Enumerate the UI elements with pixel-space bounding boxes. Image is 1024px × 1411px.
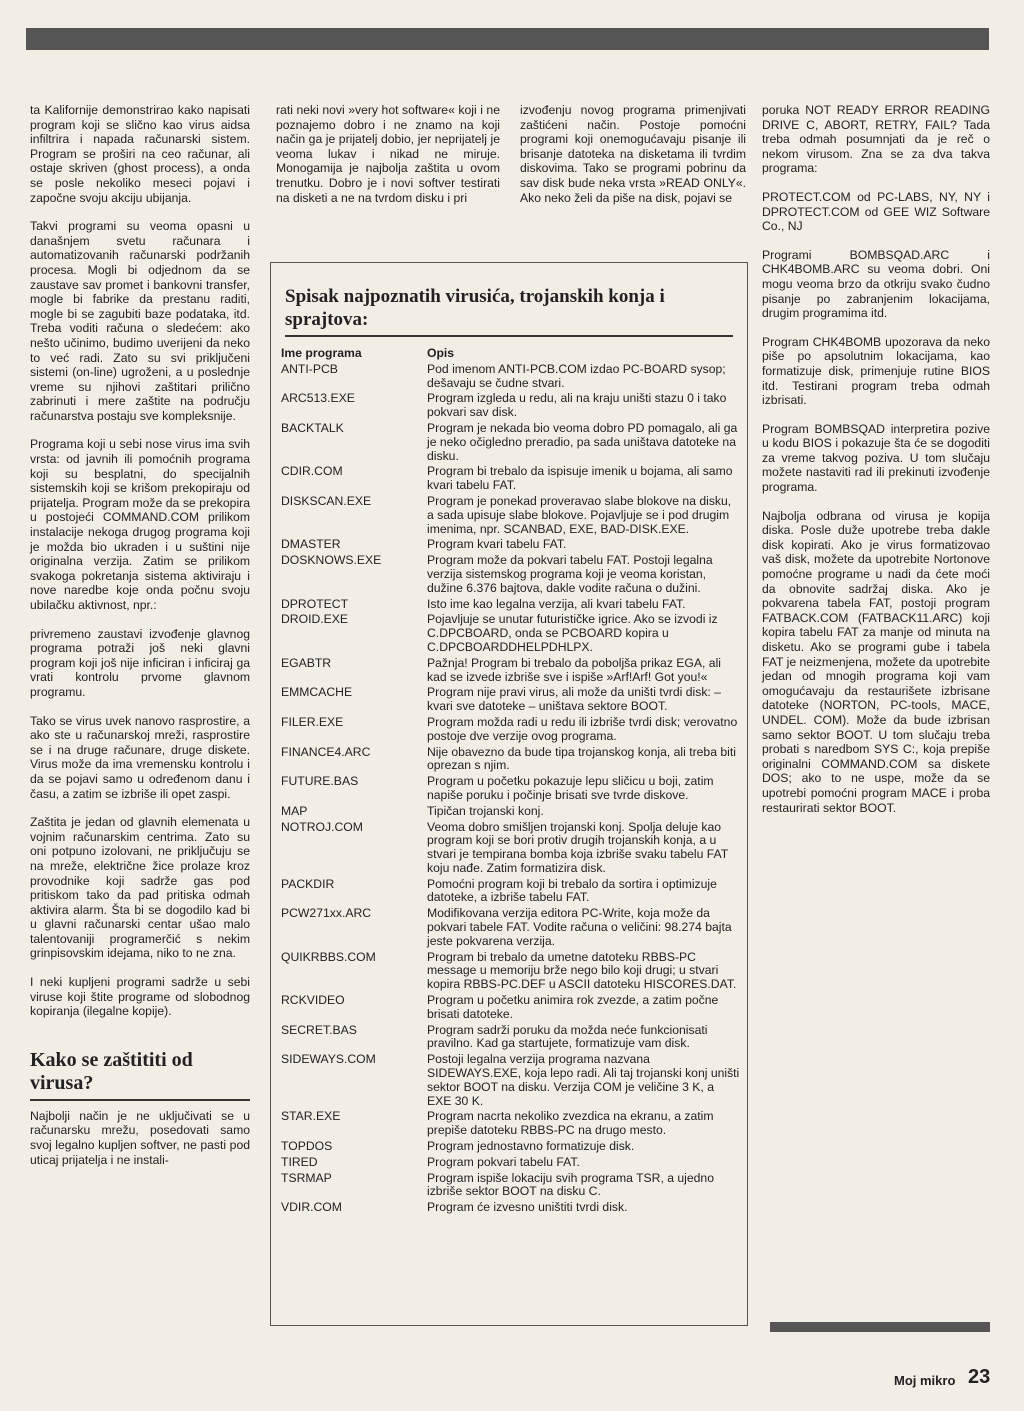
table-row <box>281 878 741 906</box>
program-name: SIDEWAYS.COM <box>281 1052 376 1067</box>
column-2-top <box>276 103 500 219</box>
virus-list-box <box>270 262 748 1326</box>
program-name: ARC513.EXE <box>281 391 355 406</box>
program-description: Program bi trebalo da ispisuje imenik u bojama, ali samo kvari tabelu FAT. <box>427 464 733 493</box>
col4-paragraph: Programi BOMBSQAD.ARC i CHK4BOMB.ARC su veoma dobri. Oni mogu veoma brzo da otkriju svako čudno pisanje po zabranjenim lokacijama, drugim programima itd. <box>762 247 990 321</box>
program-description: Program u početku animira rok zvezde, a zatim počne brisati datoteke. <box>427 993 719 1021</box>
program-description: Program može da pokvari tabelu FAT. Postoji legalna verzija sistemskog programa koji je veoma koristan, dužine 6.376 bajtova, dakle vodite računa o dužini. <box>427 553 713 595</box>
table-row <box>281 1053 741 1108</box>
table-row <box>281 538 741 552</box>
col4-paragraph: PROTECT.COM od PC-LABS, NY, NY i DPROTECT.COM od GEE WIZ Software Co., NJ <box>762 189 990 234</box>
page-number: 23 <box>968 1366 991 1388</box>
col1-paragraph: Najbolji način je ne uključivati se u računarsku mrežu, posedovati samo svoj legalno kupljen softver, ne pasti pod uticaj prijatelja i ne instali- <box>30 1108 250 1167</box>
program-name: DPROTECT <box>281 596 349 611</box>
program-description: Pod imenom ANTI-PCB.COM izdao PC-BOARD sysop; dešavaju se čudne stvari. <box>427 361 726 390</box>
program-description: Veoma dobro smišljen trojanski konj. Spolja deluje kao program koji se bori protiv drugih trojanskih konja, a u stvari je tempirana bomba koja izbriše svaku tabelu FAT koju nađe. Zatim formatizira disk. <box>427 819 728 875</box>
program-description: Program je nekada bio veoma dobro PD pomagalo, ali ga je neko očigledno preradio, pa sada uništava datoteke na disku. <box>427 420 738 463</box>
program-name: CDIR.COM <box>281 464 343 479</box>
program-name: DISKSCAN.EXE <box>281 493 372 508</box>
col1-paragraph: I neki kupljeni programi sadrže u sebi viruse koji štite programe od slobodnog kopiranja (ilegalne kopije). <box>30 975 250 1019</box>
program-name: DOSKNOWS.EXE <box>281 553 382 568</box>
table-row <box>281 716 741 744</box>
program-name: DROID.EXE <box>281 612 349 627</box>
program-name: STAR.EXE <box>281 1109 341 1124</box>
col4-paragraph: Najbolja odbrana od virusa je kopija diska. Posle duže upotrebe treba dakle disk kopirati. Ako je virus formatizovao vaš disk, možete da upotrebite Nortonove pomoćne programe u nadi da ćete moći da obnovite sadržaj diska. Ako je pokvarena tabela FAT, postoji program FATBACK.COM (FATBACK11.ARC) koji kopira tabelu FAT za manje od minuta na disketu. Ako se programi gube i tabela FAT je neizmenjena, možete da upotrebite jedan od mnogih programa koji vam omogućavaju da restaurišete izbrisane datoteke (NORTON, PC-tools, MACE, UNDEL. COM). Može da bude izbrisan samo sektor BOOT. U tom slučaju treba probati s naredbom SYS C:, koja prepiše originalni COMMAND.COM sa diskete DOS; ako to ne uspe, može da se upotrebi pomoćni program MACE i proba restaurirati sektor BOOT. <box>762 508 990 815</box>
program-name: EGABTR <box>281 655 332 670</box>
table-row <box>281 465 741 493</box>
program-description: Pomoćni program koji bi trebalo da sortira i optimizuje datoteke, a izbriše tabelu FAT. <box>427 876 717 905</box>
program-name: MAP <box>281 803 308 818</box>
column-header-name: Ime programa <box>281 346 362 360</box>
table-row <box>281 686 741 714</box>
table-row <box>281 1140 741 1154</box>
table-row <box>281 775 741 803</box>
col1-paragraph: ta Kalifornije demonstrirao kako napisati program koji se slično kao virus aidsa infiltrira i napada računarski sistem. Program se proširi na ceo računar, ali ostaje skriven (ghost process), a onda se posle nekoliko meseci pojavi i započne svoju akciju ubijanja. <box>30 103 250 205</box>
program-name: BACKTALK <box>281 420 344 435</box>
table-row <box>281 1024 741 1052</box>
box-title: Spisak najpoznatih virusića, trojanskih konja i sprajtova: <box>285 285 733 337</box>
program-description: Program ispiše lokaciju svih programa TSR, a ujedno izbriše sektor BOOT na disku C. <box>427 1170 714 1199</box>
program-description: Program nije pravi virus, ali može da uništi tvrdi disk: – kvari sve datoteke – uništava sektore BOOT. <box>427 685 721 714</box>
program-name: FINANCE4.ARC <box>281 744 371 759</box>
program-name: VDIR.COM <box>281 1200 342 1215</box>
program-name: FUTURE.BAS <box>281 774 359 789</box>
program-name: TOPDOS <box>281 1139 333 1154</box>
program-name: PCW271xx.ARC <box>281 906 372 921</box>
program-description: Program možda radi u redu ili izbriše tvrdi disk; verovatno postoje dve verzije ovog programa. <box>427 714 738 743</box>
program-description: Isto ime kao legalna verzija, ali kvari tabelu FAT. <box>427 596 686 611</box>
top-decorative-bar <box>26 28 989 50</box>
program-description: Program sadrži poruku da možda neće funkcionisati pravilno. Kad ga startujete, formatizuje vam disk. <box>427 1022 708 1051</box>
table-header <box>281 347 741 361</box>
col1-paragraph: Programa koji u sebi nose virus ima svih vrsta: od javnih ili pomoćnih programa koji su besplatni, do specijalnih sistemskih koji se krišom prekopiraju od prijatelja. Program može da se prekopira u postojeći COMMAND.COM prilikom instalacije nekoga drugog programa koji je možda bio ukraden i u suštini nije originalna verzija. Zatim se prilikom svakoga pokretanja sistema aktiviraju i nove naredbe koje onda počnu svoju ubilačku aktivnost, npr.: <box>30 437 250 612</box>
column-1 <box>30 103 250 1181</box>
table-row <box>281 1172 741 1200</box>
col1-paragraph: privremeno zaustavi izvođenje glavnog programa potraži još neki glavni program koji još nije inficiran i inficiraj ga vrati kontrolu prvome glavnom programu. <box>30 626 250 699</box>
table-row <box>281 1201 741 1215</box>
program-description: Tipičan trojanski konj. <box>427 803 544 818</box>
table-row <box>281 657 741 685</box>
program-name: RCKVIDEO <box>281 993 345 1008</box>
table-row <box>281 1110 741 1138</box>
col1-paragraph: Zaštita je jedan od glavnih elemenata u vojnim računarskim centrima. Zato su oni potpuno izolovani, ne priključuju se na mreže, električne žice prolaze kroz provodnike koji sadrže gas pod pritiskom tako da pad pritiska odmah aktivira alarm. Šta bi se dogodilo kad bi u glavni računarski centar ušao malo talentovaniji programerčić s nekim grinpisovskim idejama, niko to ne zna. <box>30 815 250 961</box>
program-name: TSRMAP <box>281 1170 332 1185</box>
col4-paragraph: Program CHK4BOMB upozorava da neko piše po apsolutnim lokacijama, kao formatizuje disk, primenjuje rutine BIOS itd. Testirani program treba odmah izbrisati. <box>762 334 990 408</box>
program-name: EMMCACHE <box>281 685 353 700</box>
program-name: NOTROJ.COM <box>281 819 363 834</box>
program-description: Program bi trebalo da umetne datoteku RBBS-PC message u memoriju brže nego bilo koji drugi; u stvari kopira RBBS-PC.DEF u ASCII datoteku HISCORES.DAT. <box>427 949 737 992</box>
bottom-decorative-bar <box>770 1322 990 1332</box>
program-description: Modifikovana verzija editora PC-Write, koja može da pokvari tabele FAT. Vodite računa o veličini: 98.274 bajta jeste pokvarena verzija. <box>427 906 732 948</box>
col4-paragraph: Program BOMBSQAD interpretira pozive u kodu BIOS i pokazuje šta će se dogoditi za vreme takvog poziva. U tom slučaju možete nastaviti rad ili prekinuti izvođenje programa. <box>762 421 990 495</box>
program-name: DMASTER <box>281 537 341 552</box>
col2-paragraph: rati neki novi »very hot software« koji i ne poznajemo dobro i ne znamo na koji način ga je prijatelj dobio, jer neprijatelj je veoma lukav i nikad ne miruje. Monogamija je najbolja zaštita u ovom trenutku. Dobro je i novi softver testirati na disketi a ne na tvrdom disku i pri <box>276 103 500 205</box>
table-row <box>281 746 741 774</box>
col1-paragraph: Tako se virus uvek nanovo rasprostire, a ako ste u računarskoj mreži, rasprostire se i na druge računare, druge diskete. Virus može da ima vremensku kontrolu i da se pojavi samo u određenom danu i času, a zatim se izbriše ili opet zaspi. <box>30 713 250 801</box>
column-header-desc: Opis <box>427 346 455 360</box>
program-description: Program je ponekad proveravao slabe blokove na disku, a sada upisuje slabe blokove. Pojavljuje se i pod drugim imenima, npr. SCANBAD, EXE, BAD-DISK.EXE. <box>427 493 732 536</box>
program-name: ANTI-PCB <box>281 361 338 376</box>
section-heading: Kako se zaštititi od virusa? <box>30 1049 250 1101</box>
program-description: Pojavljuje se unutar futurističke igrice. Ako se izvodi iz C.DPCBOARD, onda se PCBOARD kopira u C.DPCBOARDDHELPDHLPX. <box>427 612 718 654</box>
table-row <box>281 951 741 992</box>
program-name: FILER.EXE <box>281 714 344 729</box>
virus-table <box>281 347 741 1217</box>
col4-paragraph: poruka NOT READY ERROR READING DRIVE C, ABORT, RETRY, FAIL? Tada treba odmah posumnjati da je reč o nekom virusom. Zna se za dva takva programa: <box>762 103 990 176</box>
table-row <box>281 422 741 463</box>
table-row <box>281 554 741 595</box>
table-row <box>281 1156 741 1170</box>
table-row <box>281 598 741 612</box>
program-name: PACKDIR <box>281 876 335 891</box>
program-description: Postoji legalna verzija programa nazvana SIDEWAYS.EXE, koja lepo radi. Ali taj trojanski konj uništi sektor BOOT na disku. Verzija COM je veličine 3 K, a EXE 30 K. <box>427 1052 740 1108</box>
table-row <box>281 613 741 654</box>
program-description: Pažnja! Program bi trebalo da poboljša prikaz EGA, ali kad se izvede izbriše sve i ispiše »Arf!Arf! Got you!« <box>427 655 722 684</box>
program-name: SECRET.BAS <box>281 1022 357 1037</box>
program-description: Program u početku pokazuje lepu sličicu u boji, zatim napiše poruku i počinje brisati sve tvrde diskove. <box>427 774 714 802</box>
magazine-name: Moj mikro <box>894 1373 956 1388</box>
program-description: Program kvari tabelu FAT. <box>427 537 567 552</box>
column-3-top <box>520 103 746 219</box>
program-description: Program će izvesno uništiti tvrdi disk. <box>427 1200 628 1215</box>
program-description: Program izgleda u redu, ali na kraju uništi stazu 0 i tako pokvari sav disk. <box>427 391 727 420</box>
program-description: Program pokvari tabelu FAT. <box>427 1154 580 1169</box>
table-row <box>281 805 741 819</box>
program-description: Program jednostavno formatizuje disk. <box>427 1139 635 1154</box>
program-name: TIRED <box>281 1154 318 1169</box>
table-row <box>281 495 741 536</box>
column-4 <box>762 103 990 829</box>
table-row <box>281 363 741 391</box>
table-row <box>281 907 741 948</box>
program-name: QUIKRBBS.COM <box>281 949 376 964</box>
col1-paragraph: Takvi programi su veoma opasni u današnjem svetu računara i automatizovanih računarski podržanih procesa. Mogli bi odjednom da se zaustave sav promet i bankovni transfer, mogle bi fabrike da prestanu raditi, mogle bi se zagubiti baze podataka, itd. Treba voditi računa o sledećem: ako nešto učinimo, budimo uverijeni da neko to već radi. Zato su svi priključeni sistemi (on-line) ugroženi, a u poslednje vreme su njihovi zaštitari prilično zabrinuti i mere zaštite na području računarstva postaju sve kompleksnije. <box>30 219 250 423</box>
table-row <box>281 392 741 420</box>
program-description: Nije obavezno da bude tipa trojanskog konja, ali treba biti oprezan s njim. <box>427 744 736 773</box>
table-row <box>281 994 741 1022</box>
program-description: Program nacrta nekoliko zvezdica na ekranu, a zatim prepiše datoteku RBBS-PC na drugo mesto. <box>427 1109 714 1138</box>
col3-paragraph: izvođenju novog programa primenjivati zaštićeni način. Postoje pomoćni programi koji onemogućavaju pisanje ili brisanje datoteka na disketama ili tvrdim diskovima. Tako se programi pobrinu da sav disk bude neka vrsta »READ ONLY«. Ako neko želi da piše na disk, pojavi se <box>520 103 746 205</box>
table-row <box>281 821 741 876</box>
